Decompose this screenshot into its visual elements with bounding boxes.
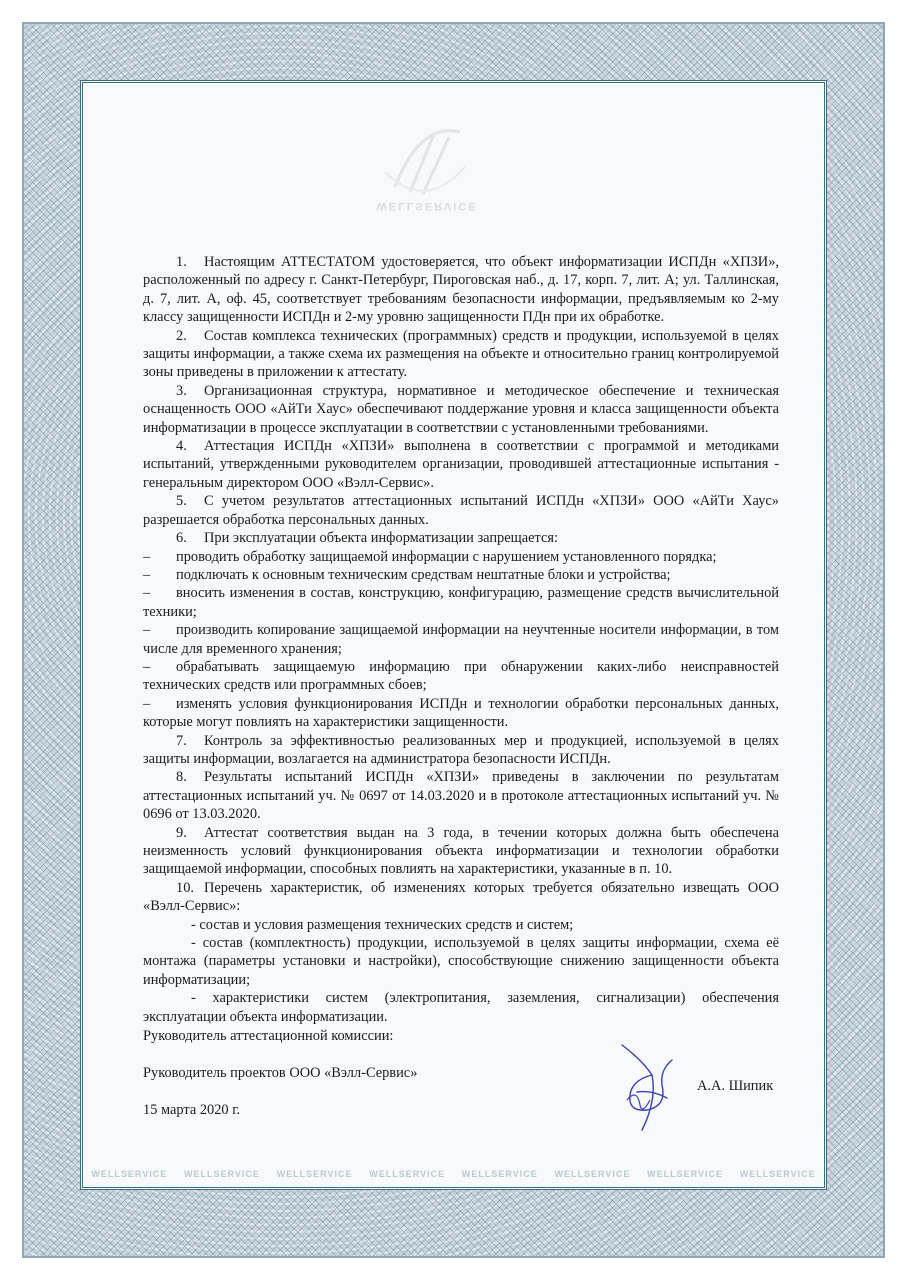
- paragraph-number: 6.: [176, 530, 187, 547]
- paragraph-1: [143, 253, 779, 327]
- characteristic-item: - состав (комплектность) продукции, используемой в целях защиты информации, схема её монтажа (параметры установки и настройки), способствующие снижению защищенности объекта информатизации;: [143, 935, 779, 988]
- prohibition-text: производить копирование защищаемой информации на неучтенные носители информации, в том числе для временного хранения;: [143, 622, 779, 657]
- footer-watermark-word: WELLSERVICE: [647, 1169, 723, 1179]
- paragraph-text: Настоящим АТТЕСТАТОМ удостоверяется, что объект информатизации ИСПДн «ХПЗИ», расположенный по адресу г. Санкт-Петербург, Пироговская наб., д. 17, корп. 7, лит. А; ул. Таллинская, д. 7, лит. А, оф. 45, соответствует требованиям безопасности информации, предъявляемым ко 2-му классу защищенности ИСПДн и 2-му уровню защищенности ПДн при их обработке.: [143, 254, 779, 326]
- prohibition-text: проводить обработку защищаемой информации с нарушением установленного порядка;: [176, 548, 717, 565]
- dash-marker: –: [143, 548, 151, 565]
- paragraph-number: 1.: [176, 254, 187, 270]
- prohibition-text: обрабатывать защищаемую информацию при обнаружении каких-либо неисправностей технических средств или программных сбоев;: [143, 658, 779, 694]
- prohibition-item: [143, 695, 779, 732]
- paragraph-9: [143, 824, 779, 879]
- paragraph-number: 10.: [176, 879, 194, 896]
- certificate-body: [143, 253, 779, 1026]
- paragraph-number: 5.: [176, 493, 187, 510]
- prohibition-item: [143, 548, 779, 566]
- prohibition-item: [143, 658, 779, 695]
- paragraph-text: С учетом результатов аттестационных испытаний ИСПДн «ХПЗИ» ООО «АйТи Хаус» разрешается обработка персональных данных.: [143, 493, 779, 528]
- footer-watermark-word: WELLSERVICE: [739, 1169, 816, 1179]
- paragraph-text: Контроль за эффективностью реализованных мер и продукцией, используемой в целях защиты информации, возлагается на администратора безопасности ИСПДн.: [143, 732, 779, 767]
- paragraph-text: Аттестат соответствия выдан на 3 года, в течении которых должна быть обеспечена неизменность условий функционирования объекта информатизации и технологии обработки защищаемой информации, способных повлиять на характеристики, указанные в п. 10.: [143, 824, 779, 878]
- paragraph-2: [143, 327, 779, 382]
- handwritten-signature-icon: [612, 1040, 690, 1135]
- footer-watermark-word: WELLSERVICE: [369, 1169, 446, 1179]
- watermark-logo-text: WELLSERVICE: [376, 200, 478, 212]
- paragraph-number: 9.: [176, 824, 187, 841]
- dash-marker: –: [143, 585, 151, 602]
- paragraph-6: [143, 529, 779, 547]
- paragraph-10: [143, 879, 779, 916]
- footer-watermark-word: WELLSERVICE: [554, 1169, 631, 1179]
- dash-marker: –: [143, 695, 151, 712]
- dash-marker: –: [143, 566, 151, 583]
- commission-head-label: Руководитель аттестационной комиссии:: [143, 1028, 394, 1044]
- watermark-footer-strip: [83, 1163, 824, 1185]
- prohibition-text: изменять условия функционирования ИСПДн и технологии обработки персональных данных, которые могут повлиять на характеристики защищенности.: [143, 695, 779, 731]
- dash-marker: –: [143, 622, 151, 639]
- prohibition-item: [143, 584, 779, 621]
- prohibition-text: вносить изменения в состав, конструкцию, конфигурацию, размещение средств вычислительной техники;: [143, 585, 779, 620]
- paragraph-text: Аттестация ИСПДн «ХПЗИ» выполнена в соответствии с программой и методиками испытаний, утвержденными руководителем организации, проводившей аттестационные испытания - генеральным директором ООО «Вэлл-Сервис».: [143, 438, 779, 491]
- paragraph-8: [143, 768, 779, 823]
- prohibition-text: подключать к основным техническим средствам нештатные блоки и устройства;: [176, 566, 671, 583]
- paragraph-7: [143, 732, 779, 769]
- paragraph-number: 4.: [176, 438, 187, 455]
- paragraph-text: Организационная структура, нормативное и методическое обеспечение и техническая оснащенность ООО «АйТи Хаус» обеспечивают поддержание уровня и класса защищенности объекта информатизации в процессе эксплуатации в соответствии с установленными требованиями.: [143, 382, 779, 436]
- paragraph-number: 8.: [176, 769, 187, 786]
- footer-watermark-word: WELLSERVICE: [91, 1169, 168, 1179]
- paragraph-text: Результаты испытаний ИСПДн «ХПЗИ» приведены в заключении по результатам аттестационных испытаний уч. № 0697 от 14.03.2020 и в протоколе аттестационных испытаний уч. № 0696 от 13.03.2020.: [143, 769, 779, 823]
- paragraph-5: [143, 492, 779, 529]
- footer-watermark-word: WELLSERVICE: [461, 1169, 538, 1179]
- characteristic-item: - характеристики систем (электропитания, заземления, сигнализации) обеспечения эксплуатации объекта информатизации.: [143, 990, 779, 1025]
- paragraph-text: При эксплуатации объекта информатизации запрещается:: [204, 530, 558, 547]
- characteristic-item: - состав и условия размещения технических средств и систем;: [191, 916, 574, 933]
- paragraph-text: Перечень характеристик, об изменениях которых требуется обязательно извещать ООО «Вэлл-Сервис»:: [143, 879, 779, 915]
- paragraph-number: 3.: [176, 382, 187, 399]
- prohibition-item: [143, 621, 779, 658]
- signer-name: А.А. Шипик: [697, 1078, 774, 1094]
- prohibition-item: [143, 566, 779, 584]
- paragraph-4: [143, 437, 779, 492]
- paragraph-number: 2.: [176, 327, 187, 344]
- project-head-label: Руководитель проектов ООО «Вэлл-Сервис»: [143, 1065, 418, 1081]
- paragraph-text: Состав комплекса технических (программных) средств и продукции, используемой в целях защиты информации, а также схема их размещения на объекте и относительно границ контролируемой зоны приведены в приложении к аттестату.: [143, 327, 779, 381]
- footer-watermark-word: WELLSERVICE: [184, 1169, 260, 1179]
- issue-date: 15 марта 2020 г.: [143, 1102, 241, 1118]
- paragraph-3: [143, 382, 779, 437]
- dash-marker: –: [143, 658, 151, 675]
- footer-watermark-word: WELLSERVICE: [276, 1169, 353, 1179]
- paragraph-number: 7.: [176, 732, 187, 749]
